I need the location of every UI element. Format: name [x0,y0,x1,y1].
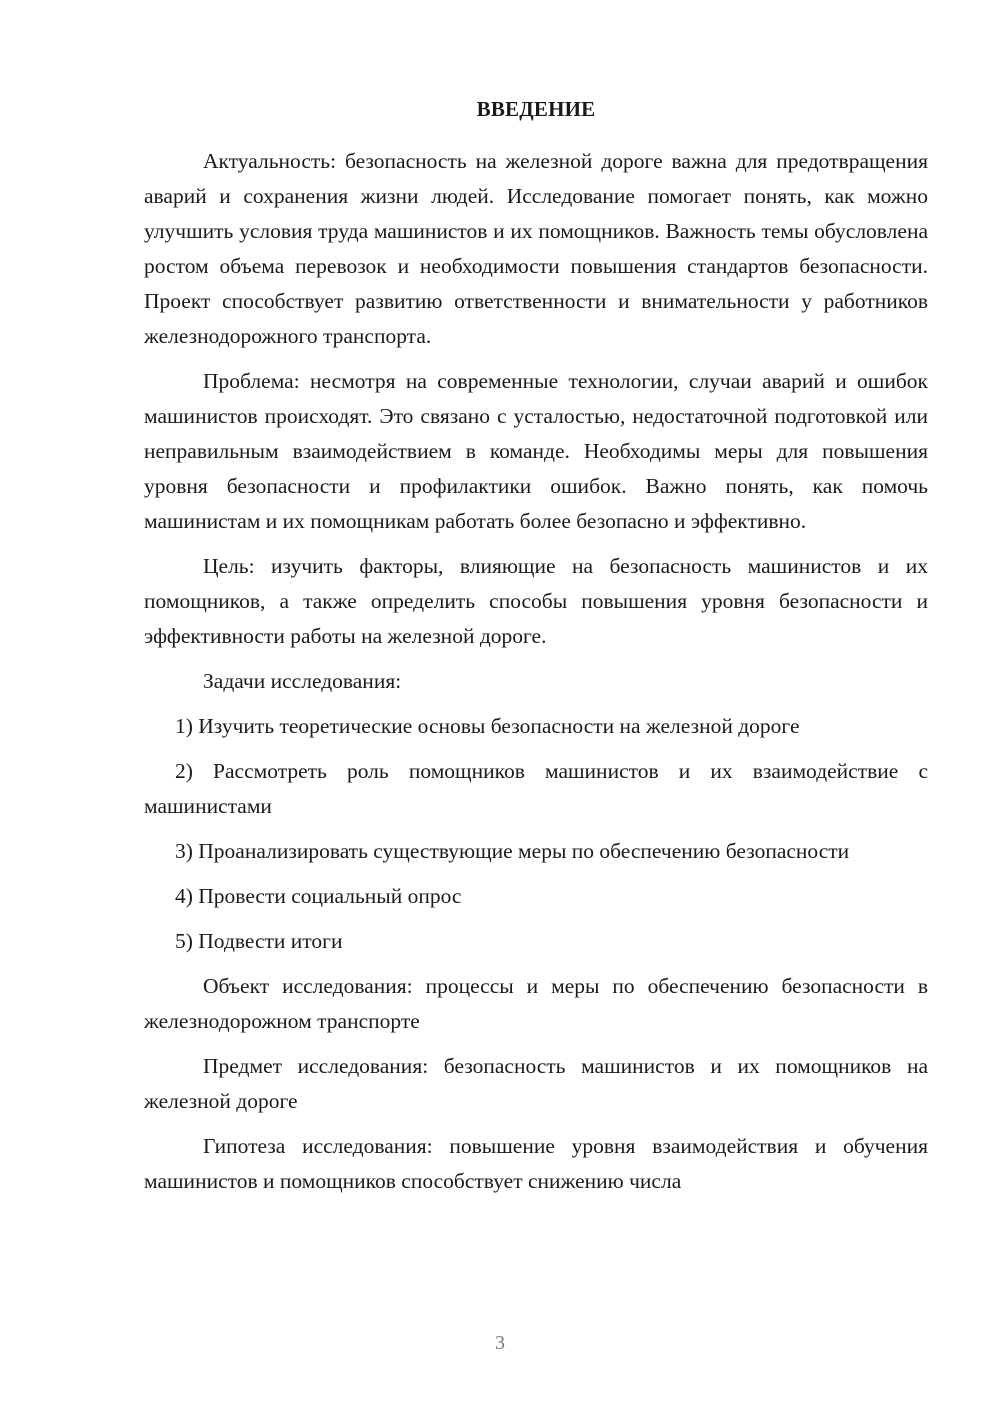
document-page [144,92,928,1199]
task-item: 4) Провести социальный опрос [175,884,462,908]
task-item: 2) Рассмотреть роль помощников машинистов и их взаимодействие с машинистами [144,759,928,818]
task-item: 5) Подвести итоги [175,929,343,953]
page-title: ВВЕДЕНИЕ [476,97,596,121]
problem-paragraph: Проблема: несмотря на современные технологии, случаи аварий и ошибок машинистов происходят. Это связано с усталостью, недостаточной подготовкой или неправильным взаимодействием в команде. Необходимы меры для повышения уровня безопасности и профилактики ошибок. Важно понять, как помочь машинистам и их помощникам работать более безопасно и эффективно. [144,369,928,533]
task-item: 1) Изучить теоретические основы безопасности на железной дороге [175,714,800,738]
tasks-title: Задачи исследования: [203,669,402,693]
page-number: 3 [495,1332,505,1354]
goal-paragraph: Цель: изучить факторы, влияющие на безопасность машинистов и их помощников, а также определить способы повышения уровня безопасности и эффективности работы на железной дороге. [144,554,928,648]
relevance-paragraph: Актуальность: безопасность на железной дороге важна для предотвращения аварий и сохранения жизни людей. Исследование помогает понять, как можно улучшить условия труда машинистов и их помощников. Важность темы обусловлена ростом объема перевозок и необходимости повышения стандартов безопасности. Проект способствует развитию ответственности и внимательности у работников железнодорожного транспорта. [144,149,928,348]
object-paragraph: Объект исследования: процессы и меры по обеспечению безопасности в железнодорожном транспорте [144,974,928,1033]
hypothesis-paragraph: Гипотеза исследования: повышение уровня взаимодействия и обучения машинистов и помощников способствует снижению числа [144,1134,928,1193]
task-item: 3) Проанализировать существующие меры по обеспечению безопасности [175,839,850,863]
subject-paragraph: Предмет исследования: безопасность машинистов и их помощников на железной дороге [144,1054,928,1113]
